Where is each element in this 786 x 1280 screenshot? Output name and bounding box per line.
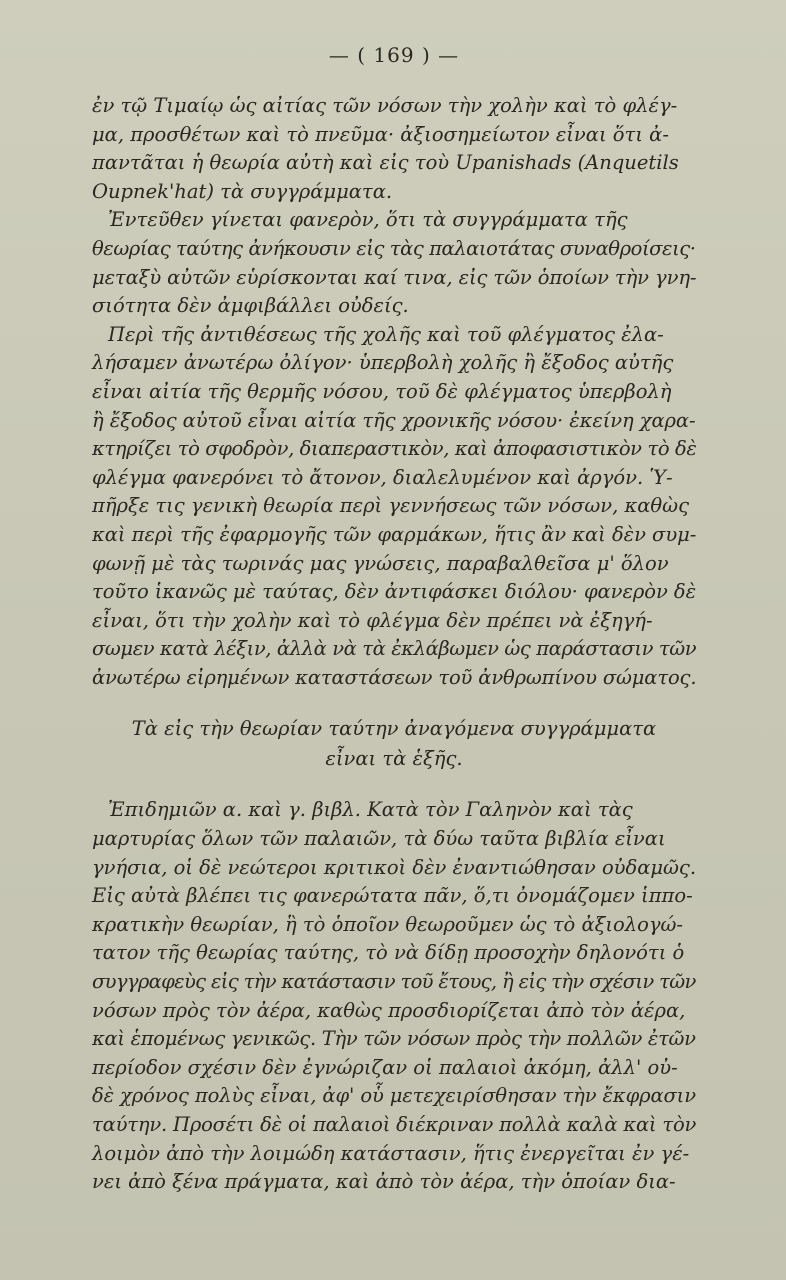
text-line: Ἐντεῦθεν γίνεται φανερὸν, ὅτι τὰ συγγράμματα τῆς: [108, 208, 628, 232]
text-line: παντᾶται ἡ θεωρία αὐτὴ καὶ εἰς τοὺ Upanishads (Anquetils: [92, 151, 679, 175]
text-line: ἐν τῷ Τιμαίῳ ὡς αἰτίας τῶν νόσων τὴν χολὴν καὶ τὸ φλέγ-: [92, 94, 678, 117]
text-line: καὶ ἑπομένως γενικῶς. Τὴν τῶν νόσων πρὸς τὴν πολλῶν ἐτῶν: [92, 1027, 696, 1051]
text-line: μα, προσθέτων καὶ τὸ πνεῦμα· ἀξιοσημείωτον εἶναι ὅτι ἀ-: [92, 122, 669, 146]
text-line: δὲ χρόνος πολὺς εἶναι, ἀφ' οὗ μετεχειρίσθησαν τὴν ἔκφρασιν: [92, 1084, 696, 1108]
text-line: εἶναι αἰτία τῆς θερμῆς νόσου, τοῦ δὲ φλέγματος ὑπερβολὴ: [92, 379, 672, 403]
section-heading: [92, 714, 696, 774]
text-line: λήσαμεν ἀνωτέρω ὀλίγον· ὑπερβολὴ χολῆς ἢ ἔξοδος αὐτῆς: [92, 351, 674, 375]
text-line: Περὶ τῆς ἀντιθέσεως τῆς χολῆς καὶ τοῦ φλέγματος ἐλα-: [108, 322, 664, 346]
text-line: ἀνωτέρω εἰρημένων καταστάσεων τοῦ ἀνθρωπίνου σώματος.: [92, 665, 697, 689]
text-line: φλέγμα φανερόνει τὸ ἄτονον, διαλελυμένον καὶ ἀργόν. Ὑ-: [92, 465, 673, 489]
text-line: θεωρίας ταύτης ἀνήκουσιν εἰς τὰς παλαιοτάτας συναθροίσεις·: [92, 236, 696, 260]
paragraph-2: [92, 206, 696, 320]
text-line: τατον τῆς θεωρίας ταύτης, τὸ νὰ δίδῃ προσοχὴν δηλονότι ὁ: [92, 941, 685, 965]
text-line: ταύτην. Προσέτι δὲ οἱ παλαιοὶ διέκριναν πολλὰ καλὰ καὶ τὸν: [92, 1113, 697, 1136]
text-line: μαρτυρίας ὅλων τῶν παλαιῶν, τὰ δύω ταῦτα βιβλία εἶναι: [92, 827, 666, 851]
text-line: νει ἀπὸ ξένα πράγματα, καὶ ἀπὸ τὸν ἀέρα, τὴν ὁποίαν δια-: [92, 1170, 676, 1194]
heading-line: Τὰ εἰς τὴν θεωρίαν ταύτην ἀναγόμενα συγγράμματα: [131, 717, 657, 741]
text-line: σωμεν κατὰ λέξιν, ἀλλὰ νὰ τὰ ἐκλάβωμεν ὡς παράστασιν τῶν: [92, 637, 697, 661]
text-line: Oupnek'hat) τὰ συγγράμματα.: [92, 179, 393, 203]
text-line: πῆρξε τις γενικὴ θεωρία περὶ γεννήσεως τῶν νόσων, καθὼς: [92, 494, 689, 518]
text-line: λοιμὸν ἀπὸ τὴν λοιμώδη κατάστασιν, ἥτις ἐνεργεῖται ἐν γέ-: [92, 1141, 690, 1165]
text-line: νόσων πρὸς τὸν ἀέρα, καθὼς προσδιορίζεται ἀπὸ τὸν ἀέρα,: [92, 998, 686, 1022]
text-line: συγγραφεὺς εἰς τὴν κατάστασιν τοῦ ἔτους, ἢ εἰς τὴν σχέσιν τῶν: [92, 970, 696, 994]
paragraph-1: [92, 92, 696, 206]
text-line: κρατικὴν θεωρίαν, ἣ τὸ ὁποῖον θεωροῦμεν ὡς τὸ ἀξιολογώ-: [92, 912, 683, 936]
text-line: περίοδον σχέσιν δὲν ἐγνώριζαν οἱ παλαιοὶ ἀκόμη, ἀλλ' οὐ-: [92, 1055, 678, 1079]
text-line: Εἰς αὐτὰ βλέπει τις φανερώτατα πᾶν, ὅ,τι ὀνομάζομεν ἱππο-: [92, 884, 693, 908]
text-line: τοῦτο ἱκανῶς μὲ ταύτας, δὲν ἀντιφάσκει διόλου· φανερὸν δὲ: [92, 580, 697, 604]
text-line: φωνῇ μὲ τὰς τωρινάς μας γνώσεις, παραβαλθεῖσα μ' ὅλον: [92, 551, 669, 575]
heading-line: εἶναι τὰ ἑξῆς.: [325, 747, 463, 771]
text-line: ἢ ἔξοδος αὐτοῦ εἶναι αἰτία τῆς χρονικῆς νόσου· ἐκείνη χαρα-: [92, 408, 696, 432]
text-line: σιότητα δὲν ἀμφιβάλλει οὐδείς.: [92, 294, 409, 318]
paragraph-4: [92, 796, 696, 1196]
page-header: — ( 169 ) —: [328, 43, 460, 67]
paragraph-3: [92, 321, 696, 693]
text-line: γνήσια, οἱ δὲ νεώτεροι κριτικοὶ δὲν ἐναντιώθησαν οὐδαμῶς.: [92, 855, 697, 879]
text-line: καὶ περὶ τῆς ἐφαρμογῆς τῶν φαρμάκων, ἥτις ἂν καὶ δὲν συμ-: [92, 522, 697, 546]
text-line: εἶναι, ὅτι τὴν χολὴν καὶ τὸ φλέγμα δὲν πρέπει νὰ ἐξηγή-: [92, 608, 653, 632]
text-line: μεταξὺ αὐτῶν εὑρίσκονται καί τινα, εἰς τῶν ὁποίων τὴν γνη-: [92, 265, 697, 289]
text-line: κτηρίζει τὸ σφοδρὸν, διαπεραστικὸν, καὶ ἀποφασιστικὸν τὸ δὲ: [92, 437, 697, 461]
text-line: Ἐπιδημιῶν α. καὶ γ. βιβλ. Κατὰ τὸν Γαληνὸν καὶ τὰς: [108, 798, 633, 822]
